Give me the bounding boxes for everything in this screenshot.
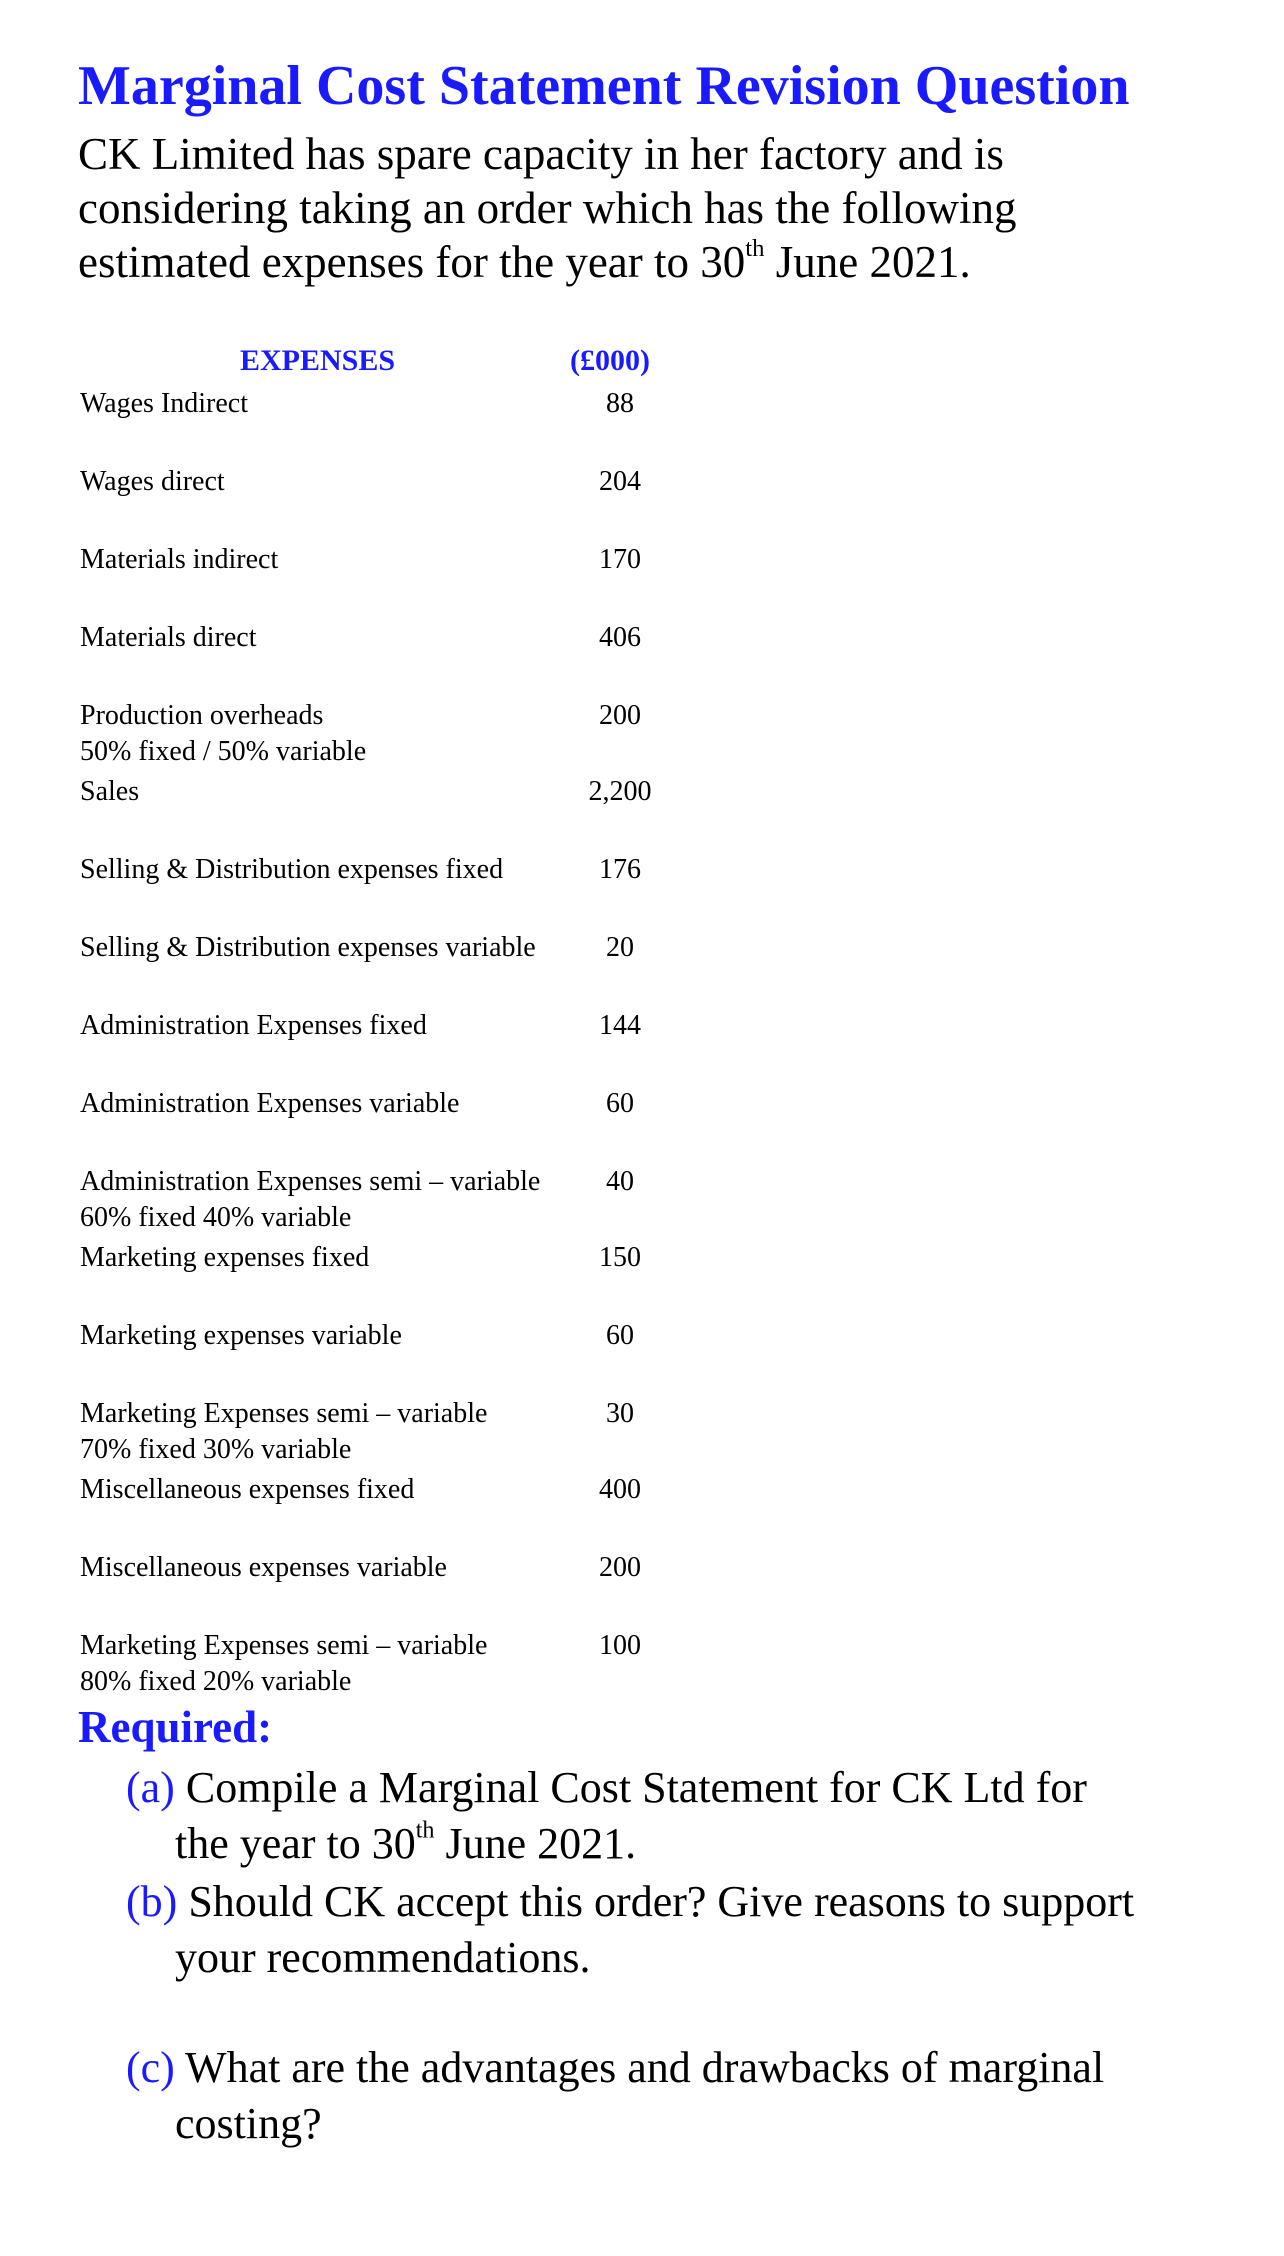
row-label bbox=[80, 1240, 369, 1276]
intro-line-1: CK Limited has spare capacity in her factory and is bbox=[78, 129, 1004, 179]
row-label-text: Production overheads bbox=[80, 700, 324, 731]
row-amount: 20 bbox=[606, 932, 634, 963]
intro-line-3-text: estimated expenses for the year to 30 bbox=[78, 237, 746, 287]
row-amount: 100 bbox=[599, 1630, 641, 1661]
row-sublabel: 50% fixed / 50% variable bbox=[80, 736, 367, 767]
question-c-line-2: costing? bbox=[175, 2099, 322, 2148]
row-label bbox=[80, 1628, 487, 1700]
question-a-text-3: June 2021. bbox=[434, 1819, 637, 1868]
question-a-superscript: th bbox=[415, 1816, 435, 1844]
question-b bbox=[126, 1874, 1246, 1986]
row-label bbox=[80, 774, 139, 810]
expenses-column-header: EXPENSES bbox=[240, 344, 396, 377]
required-heading: Required: bbox=[78, 1702, 273, 1752]
row-label-text: Materials direct bbox=[80, 622, 257, 653]
row-amount: 200 bbox=[599, 700, 641, 731]
row-label-text: Administration Expenses variable bbox=[80, 1088, 460, 1119]
row-label-text: Marketing Expenses semi – variable bbox=[80, 1398, 488, 1429]
row-amount: 176 bbox=[599, 854, 641, 885]
row-label-text: Sales bbox=[80, 776, 140, 807]
row-label bbox=[80, 852, 503, 888]
row-sublabel: 60% fixed 40% variable bbox=[80, 1202, 352, 1233]
row-amount: 2,200 bbox=[588, 776, 652, 807]
question-c-line-1 bbox=[126, 2040, 1246, 2096]
intro-superscript: th bbox=[745, 234, 765, 262]
row-label bbox=[80, 1472, 414, 1508]
row-label bbox=[80, 464, 225, 500]
row-label bbox=[80, 386, 248, 422]
question-b-letter: (b) bbox=[126, 1877, 178, 1926]
row-amount: 204 bbox=[599, 466, 641, 497]
row-label bbox=[80, 930, 536, 966]
row-label bbox=[80, 542, 278, 578]
row-label-text: Marketing Expenses semi – variable bbox=[80, 1630, 488, 1661]
row-amount: 60 bbox=[606, 1088, 634, 1119]
row-label-text: Wages Indirect bbox=[80, 388, 248, 419]
row-label-text: Marketing expenses fixed bbox=[80, 1242, 370, 1273]
question-c-text: What are the advantages and drawbacks of marginal bbox=[174, 2043, 1105, 2092]
question-b-text: Should CK accept this order? Give reasons to support bbox=[177, 1877, 1135, 1926]
row-label bbox=[80, 1086, 459, 1122]
row-label-text: Miscellaneous expenses variable bbox=[80, 1552, 447, 1583]
row-amount: 144 bbox=[599, 1010, 641, 1041]
question-a bbox=[126, 1760, 1246, 1872]
intro-line-3-end: June 2021. bbox=[764, 237, 971, 287]
row-label bbox=[80, 620, 256, 656]
row-label-text: Wages direct bbox=[80, 466, 225, 497]
row-label bbox=[80, 1550, 447, 1586]
question-a-text-2: the year to 30 bbox=[175, 1819, 416, 1868]
row-label bbox=[80, 1396, 487, 1468]
row-amount: 200 bbox=[599, 1552, 641, 1583]
row-label-text: Selling & Distribution expenses fixed bbox=[80, 854, 504, 885]
row-sublabel: 80% fixed 20% variable bbox=[80, 1666, 352, 1697]
row-sublabel: 70% fixed 30% variable bbox=[80, 1434, 352, 1465]
page-title: Marginal Cost Statement Revision Question bbox=[78, 55, 1130, 117]
question-c-letter: (c) bbox=[126, 2043, 175, 2092]
question-a-line-1 bbox=[126, 1760, 1246, 1816]
row-label-text: Administration Expenses fixed bbox=[80, 1010, 427, 1041]
row-label-text: Materials indirect bbox=[80, 544, 279, 575]
row-amount: 400 bbox=[599, 1474, 641, 1505]
row-amount: 88 bbox=[606, 388, 634, 419]
row-label bbox=[80, 1318, 402, 1354]
intro-line-2: considering taking an order which has the following bbox=[78, 183, 1017, 233]
question-b-line-1 bbox=[126, 1874, 1246, 1930]
row-label-text: Marketing expenses variable bbox=[80, 1320, 402, 1351]
row-amount: 30 bbox=[606, 1398, 634, 1429]
row-label-text: Selling & Distribution expenses variable bbox=[80, 932, 536, 963]
row-amount: 406 bbox=[599, 622, 641, 653]
row-amount: 40 bbox=[606, 1166, 634, 1197]
question-a-text: Compile a Marginal Cost Statement for CK Ltd for bbox=[174, 1763, 1087, 1812]
question-b-line-2: your recommendations. bbox=[175, 1933, 591, 1982]
question-a-line-2 bbox=[126, 1816, 1246, 1872]
row-label-text: Miscellaneous expenses fixed bbox=[80, 1474, 415, 1505]
row-label-text: Administration Expenses semi – variable bbox=[80, 1166, 541, 1197]
row-amount: 60 bbox=[606, 1320, 634, 1351]
question-a-letter: (a) bbox=[126, 1763, 175, 1812]
row-amount: 150 bbox=[599, 1242, 641, 1273]
question-c bbox=[126, 2040, 1246, 2152]
row-label bbox=[80, 1008, 427, 1044]
amount-column-header: (£000) bbox=[570, 344, 650, 377]
row-label bbox=[80, 1164, 540, 1236]
row-amount: 170 bbox=[599, 544, 641, 575]
row-label bbox=[80, 698, 366, 770]
